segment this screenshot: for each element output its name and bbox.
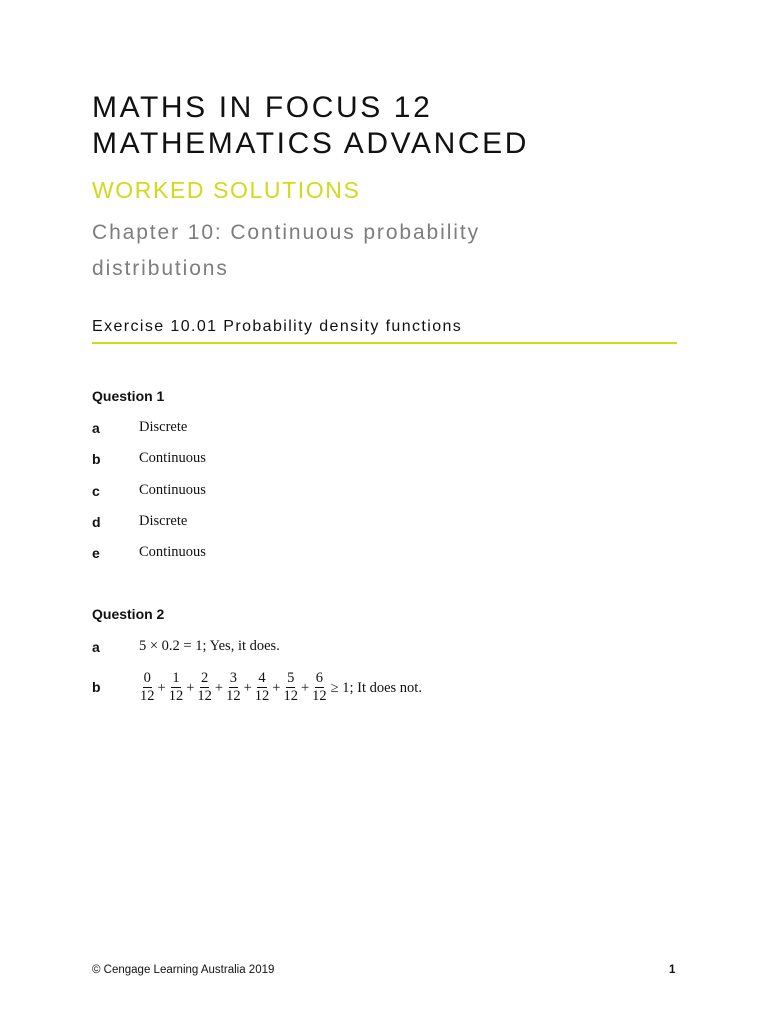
numerator: 0 [143,670,151,686]
denominator: 12 [312,688,327,704]
numerator: 1 [172,670,180,686]
fraction-sum-answer [139,670,424,705]
part-answer: Continuous [139,450,206,466]
question-1-heading: Question 1 [92,388,165,404]
denominator: 12 [226,688,241,704]
chapter-title-line-2: distributions [92,257,229,280]
fraction [140,670,155,705]
part-label: c [92,483,100,499]
part-answer: Continuous [139,544,206,560]
chapter-title-line-1: Chapter 10: Continuous probability [92,221,480,244]
fraction [197,670,212,705]
fraction [255,670,270,705]
plus-operator: + [186,680,195,696]
plus-operator: + [272,680,281,696]
plus-operator: + [157,680,166,696]
title-line-2: MATHEMATICS ADVANCED [92,127,530,160]
part-label: b [92,451,101,467]
part-label: a [92,639,100,655]
part-answer: Discrete [139,513,188,529]
part-label: a [92,420,100,436]
numerator: 6 [315,670,323,686]
part-answer: 5 × 0.2 = 1; Yes, it does. [139,638,280,654]
copyright-notice: © Cengage Learning Australia 2019 [92,964,275,976]
numerator: 5 [287,670,295,686]
numerator: 4 [258,670,266,686]
part-answer: Discrete [139,419,188,435]
part-label: d [92,514,101,530]
plus-operator: + [243,680,252,696]
denominator: 12 [283,688,298,704]
exercise-heading: Exercise 10.01 Probability density functions [92,318,463,335]
plus-operator: + [214,680,224,696]
denominator: 12 [140,688,155,704]
question-2-heading: Question 2 [92,606,165,622]
denominator: 12 [197,688,212,704]
fraction [312,670,327,705]
fraction-sum-conclusion: ≥ 1; It does not. [330,680,422,696]
title-line-1: MATHS IN FOCUS 12 [92,91,433,124]
part-label: e [92,545,100,561]
part-answer: Continuous [139,482,206,498]
plus-operator: + [300,680,310,696]
denominator: 12 [254,688,270,704]
denominator: 12 [168,688,184,704]
part-label: b [92,679,101,695]
fraction [283,670,298,705]
heading-divider [92,342,677,344]
page-number: 1 [669,964,676,976]
worked-solutions-heading: WORKED SOLUTIONS [92,177,361,203]
fraction [226,670,241,705]
numerator: 2 [201,670,209,686]
numerator: 3 [229,670,237,686]
fraction [169,670,184,705]
